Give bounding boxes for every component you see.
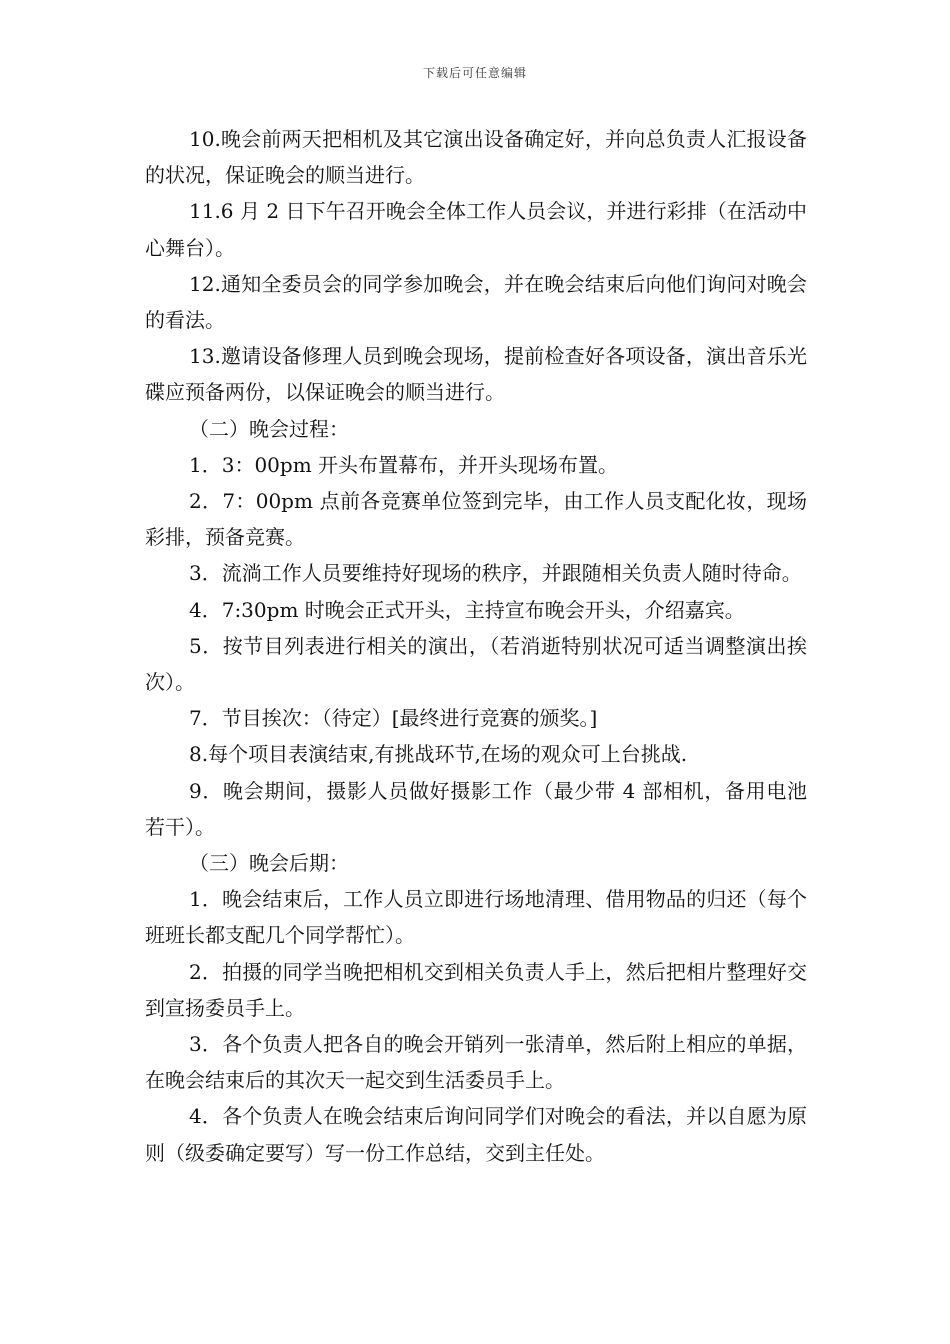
paragraph-12-notify: 12.通知全委员会的同学参加晚会，并在晚会结束后向他们询问对晚会的看法。 bbox=[145, 271, 807, 333]
process-item-1: 1．3：00pm 开头布置幕布，并开头现场布置。 bbox=[189, 452, 619, 477]
section-heading-process: （二）晚会过程： bbox=[189, 416, 349, 441]
process-item-8: 8.每个项目表演结束,有挑战环节,在场的观众可上台挑战. bbox=[189, 742, 688, 767]
after-item-3: 3．各个负责人把各自的晚会开销列一张清单，然后附上相应的单据，在晚会结束后的其次天一起交到生活委员手上。 bbox=[145, 1032, 807, 1093]
process-item-2: 2．7：00pm 点前各竞赛单位签到完毕，由工作人员支配化妆，现场彩排，预备竞赛。 bbox=[145, 489, 807, 550]
document-body bbox=[145, 121, 807, 1171]
after-item-2: 2．拍摄的同学当晚把相机交到相关负责人手上，然后把相片整理好交到宣扬委员手上。 bbox=[145, 959, 807, 1020]
process-item-4: 4．7:30pm 时晚会正式开头，主持宣布晚会开头，介绍嘉宾。 bbox=[189, 597, 745, 622]
paragraph-11-rehearsal: 11.6 月 2 日下午召开晚会全体工作人员会议，并进行彩排（在活动中心舞台）。 bbox=[145, 199, 807, 260]
process-item-7: 7．节目挨次：（待定）[最终进行竞赛的颁奖。] bbox=[189, 706, 598, 731]
section-heading-after: （三）晚会后期： bbox=[189, 851, 349, 876]
after-item-4: 4．各个负责人在晚会结束后询问同学们对晚会的看法，并以自愿为原则（级委确定要写）写一份工作总结，交到主任处。 bbox=[145, 1104, 807, 1165]
paragraph-13-repair: 13.邀请设备修理人员到晚会现场，提前检查好各项设备，演出音乐光碟应预备两份，以保证晚会的顺当进行。 bbox=[145, 344, 807, 405]
paragraph-10-equipment: 10.晚会前两天把相机及其它演出设备确定好，并向总负责人汇报设备的状况，保证晚会的顺当进行。 bbox=[145, 127, 807, 188]
after-item-1: 1．晚会结束后，工作人员立即进行场地清理、借用物品的归还（每个班班长都支配几个同学帮忙）。 bbox=[145, 887, 807, 948]
process-item-5: 5．按节目列表进行相关的演出，（若消逝特别状况可适当调整演出挨次）。 bbox=[145, 633, 807, 695]
process-item-3: 3．流淌工作人员要维持好现场的秩序，并跟随相关负责人随时待命。 bbox=[189, 561, 802, 586]
process-item-9: 9．晚会期间，摄影人员做好摄影工作（最少带 4 部相机，备用电池若干）。 bbox=[145, 778, 807, 839]
page-header: 下载后可任意编辑 bbox=[422, 66, 527, 80]
